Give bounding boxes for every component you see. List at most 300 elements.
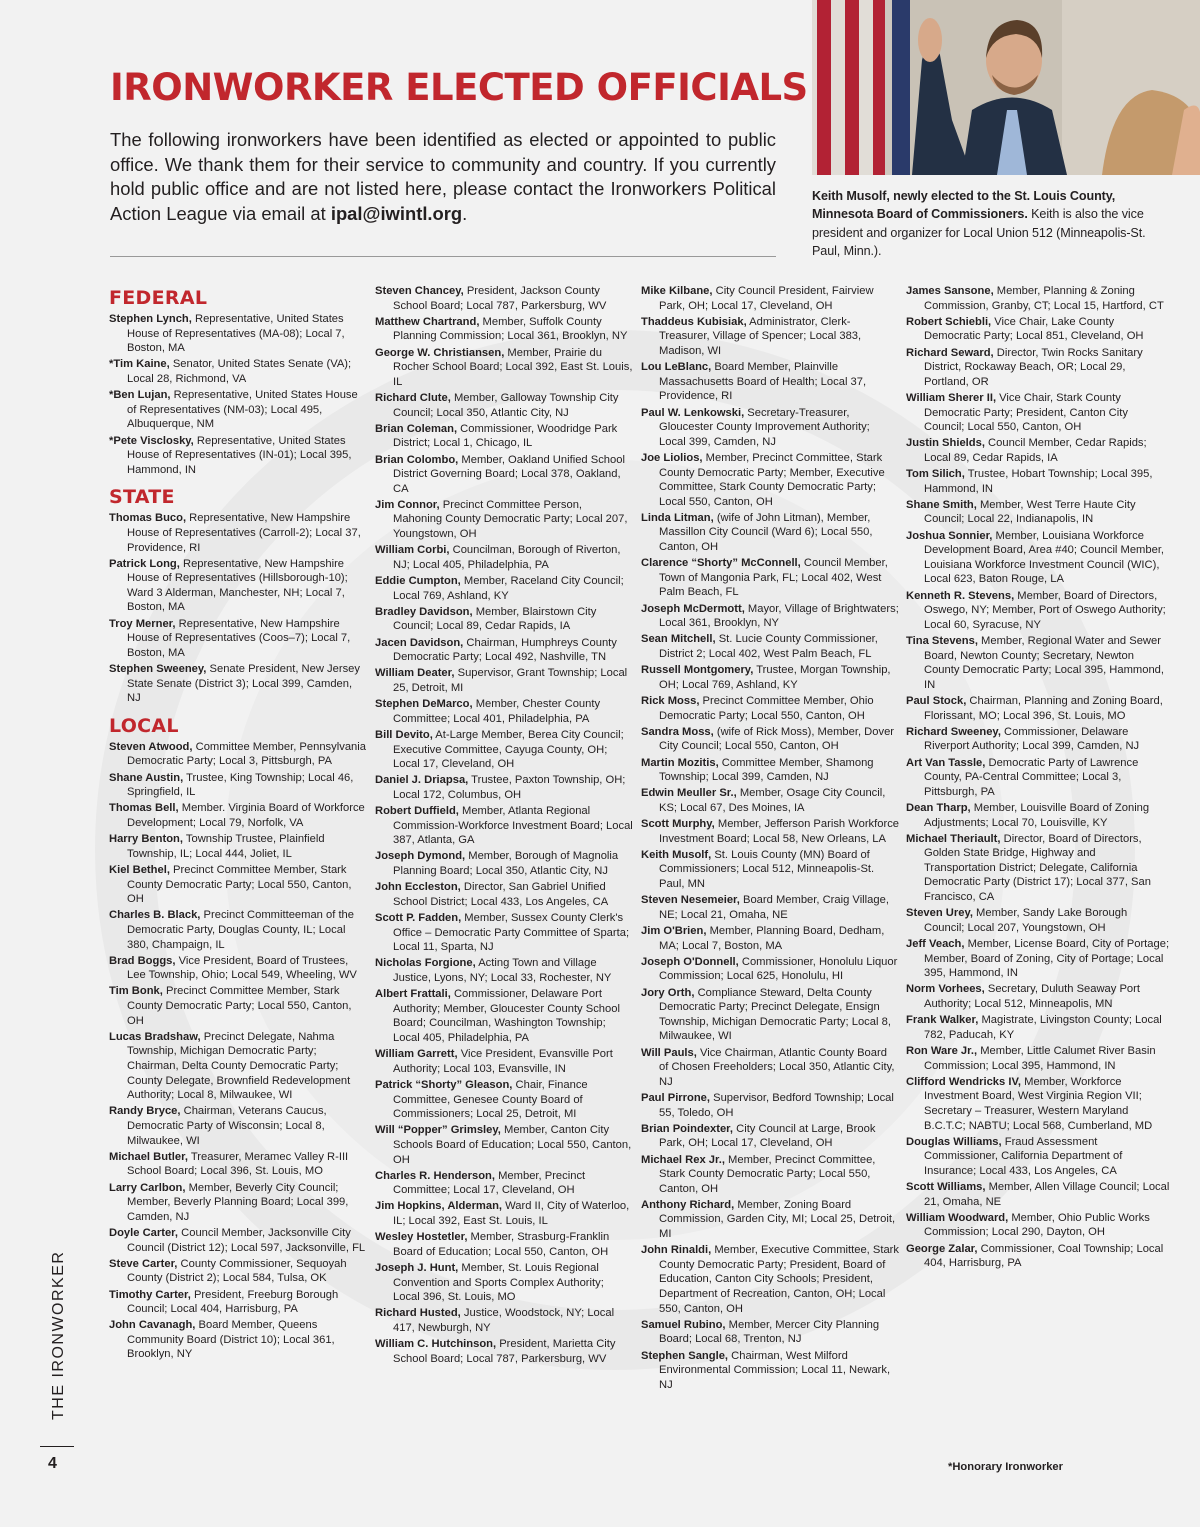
official-entry [641,1243,899,1316]
official-name: Frank Walker, [906,1014,979,1027]
official-name: Michael Rex Jr., [641,1153,725,1166]
official-office: Precinct Committeeman of the Democratic Party, Douglas County, IL; Local 380, Champaign, IL [127,909,354,951]
official-office: Member, Osage City Council, KS; Local 67, Des Moines, IA [659,787,886,814]
official-name: Norm Vorhees, [906,983,985,996]
official-office: Member, Louisiana Workforce Development Board, Area #40; Council Member, Louisiana Workforce Investment Council (WIC), Local 623, Baton Rouge, LA [924,529,1165,586]
official-entry [109,617,367,661]
official-entry [641,848,899,892]
official-office: Member, Zoning Board Commission, Garden City, MI; Local 25, Detroit, MI [659,1198,896,1241]
contact-email: ipal@iwintl.org [330,202,463,224]
official-entry [906,589,1170,633]
official-name: Jeff Veach, [906,938,965,951]
official-office: Representative, United States House of Representatives (IN-01); Local 395, Hammond, IN [127,434,352,476]
official-entry [375,1230,633,1259]
official-name: Charles B. Black, [109,909,201,922]
official-office: City Council President, Fairview Park, OH; Local 17, Cleveland, OH [659,285,874,312]
official-office: Trustee, Hobart Township; Local 395, Hammond, IN [924,468,1153,495]
official-office: Member, Regional Water and Sewer Board, Newton County; Secretary, Newton County Democratic Party; Local 395, Hammond, IN [924,635,1165,691]
official-name: Will Pauls, [641,1046,697,1059]
official-entry [906,725,1170,754]
official-office: Secretary, Duluth Seaway Port Authority; Local 512, Minneapolis, MN [924,983,1140,1010]
official-name: Scott P. Fadden, [375,912,462,925]
official-entry [641,315,899,359]
local-list-col4 [906,284,1170,1271]
official-entry [641,360,899,404]
official-name: Lucas Bradshaw, [109,1030,201,1043]
official-office: Director, San Gabriel Unified School District; Local 433, Los Angeles, CA [393,881,609,908]
official-entry [906,391,1170,435]
official-name: Mike Kilbane, [641,285,713,297]
official-office: Democratic Party of Lawrence County, PA-Central Committee; Local 3, Pittsburgh, PA [924,756,1139,798]
official-office: Member. Virginia Board of Workforce Development; Local 79, Norfolk, VA [127,802,365,829]
official-entry [109,740,367,769]
official-name: Joseph McDermott, [641,602,745,615]
intro-text: The following ironworkers have been identified as elected or appointed to public office. We thank them for their service to community and country. If you currently hold public office and are not listed here, please contact the Ironworkers Political Action League via email at [110,129,776,224]
official-entry [375,1337,633,1366]
official-name: Thomas Buco, [109,512,187,525]
official-entry [375,666,633,695]
official-entry [375,574,633,603]
official-entry [641,1198,899,1242]
official-name: Steve Carter, [109,1257,178,1270]
official-entry [641,817,899,846]
official-entry [641,786,899,815]
official-office: Precinct Committee Member, Stark County Democratic Party; Local 550, Canton, OH [127,985,352,1027]
official-entry [109,1257,367,1286]
official-name: Edwin Meuller Sr., [641,787,737,800]
official-name: Russell Montgomery, [641,664,754,677]
section-heading-local: LOCAL [109,714,179,737]
official-office: Member, Allen Village Council; Local 21, Omaha, NE [924,1181,1170,1208]
official-entry [641,451,899,509]
official-name: Scott Williams, [906,1181,986,1194]
official-office: Council Member, Cedar Rapids; Local 89, Cedar Rapids, IA [924,437,1147,464]
official-office: Acting Town and Village Justice, Lyons, NY; Local 33, Rochester, NY [393,957,612,984]
official-office: Treasurer, Meramec Valley R-III School Board; Local 396, St. Louis, MO [127,1150,349,1178]
official-name: Lou LeBlanc, [641,361,712,374]
official-office: Member, Chester County Committee; Local 401, Philadelphia, PA [393,698,601,725]
official-entry [375,391,633,420]
official-name: Brian Poindexter, [641,1122,734,1135]
official-entry [375,804,633,848]
page-title: IRONWORKER ELECTED OFFICIALS [110,66,808,109]
official-office: Trustee, King Township; Local 46, Springfield, IL [127,771,354,799]
official-office: Precinct Committee Person, Mahoning County Democratic Party; Local 207, Youngstown, OH [393,498,628,541]
official-office: Member, Atlanta Regional Commission-Workforce Investment Board; Local 387, Atlanta, GA [393,805,633,847]
official-office: Member, Prairie du Rocher School Board; Local 392, East St. Louis, IL [393,346,633,388]
official-name: Thaddeus Kubisiak, [641,315,747,328]
official-office: Representative, New Hampshire House of Representatives (Carroll-2); Local 37, Providence, RI [127,512,361,554]
intro-end: . [462,202,468,224]
caption-text: Keith is also the vice president and organizer for Local Union 512 (Minneapolis-St. Paul, Minn.). [812,207,1146,258]
official-name: Shane Austin, [109,771,184,784]
official-office: Member, Executive Committee, Stark County Democratic Party; President, Board of Education, Canton City Schools; President, Department of Recreation, Canton, OH; Local 550, Canton, OH [659,1244,899,1315]
official-office: Chair, Finance Committee, Genesee County Board of Commissioners; Local 25, Detroit, MI [393,1078,588,1121]
official-entry [906,1044,1170,1073]
official-name: Randy Bryce, [109,1105,181,1118]
official-office: Board Member, Craig Village, NE; Local 21, Omaha, NE [659,894,889,921]
official-office: Council Member, Town of Mangonia Park, FL; Local 402, West Palm Beach, FL [659,557,888,599]
official-office: Committee Member, Pennsylvania Democratic Party; Local 3, Pittsburgh, PA [127,740,366,768]
official-name: Larry Carlbon, [109,1181,186,1194]
official-office: Trustee, Morgan Township, OH; Local 769, Ashland, KY [659,664,891,691]
official-name: George W. Christiansen, [375,346,505,359]
official-office: Senate President, New Jersey State Senate (District 3); Local 399, Camden, NJ [127,663,360,705]
official-name: Anthony Richard, [641,1198,735,1211]
official-office: Member, Louisville Board of Zoning Adjustments; Local 70, Louisville, KY [924,801,1150,829]
official-entry [641,602,899,631]
official-office: Member, Workforce Investment Board, West Virginia Region VII; Secretary – Treasurer, Western Maryland B.C.T.C; NABTU; Local 568, Cumberland, MD [924,1075,1153,1132]
federal-list [109,312,367,477]
page-number: 4 [48,1455,57,1472]
official-name: Brian Colombo, [375,453,459,466]
official-entry [641,725,899,754]
official-entry [906,982,1170,1011]
official-name: Albert Frattali, [375,988,451,1001]
official-entry [906,1075,1170,1133]
official-office: County Commissioner, Sequoyah County (District 2); Local 584, Tulsa, OK [127,1257,347,1285]
official-name: Troy Merner, [109,617,176,630]
official-entry [375,880,633,909]
official-entry [109,434,367,478]
official-entry [641,1091,899,1120]
official-name: John Cavanagh, [109,1319,196,1332]
official-office: Member, Oakland Unified School District Governing Board; Local 378, Oakland, CA [393,453,625,495]
official-name: William Garrett, [375,1048,458,1061]
official-entry [109,1181,367,1225]
official-name: Scott Murphy, [641,818,715,831]
official-entry [906,1242,1170,1271]
official-office: Commissioner, Woodridge Park District; Local 1, Chicago, IL [393,422,618,450]
official-name: Kenneth R. Stevens, [906,589,1015,602]
official-office: Member, License Board, City of Portage; Member, Board of Zoning, City of Portage; Local 395, Hammond, IN [924,938,1170,980]
official-office: Administrator, Clerk-Treasurer, Village of Spencer; Local 383, Madison, WI [659,315,862,357]
official-name: Charles R. Henderson, [375,1169,495,1182]
column-2 [375,284,633,1368]
official-office: Member, Precinct Committee; Local 17, Cleveland, OH [393,1169,586,1197]
official-entry [109,1104,367,1148]
official-entry [906,315,1170,344]
official-name: Paul W. Lenkowski, [641,406,745,419]
official-name: William C. Hutchinson, [375,1338,497,1351]
official-name: Nicholas Forgione, [375,957,476,970]
official-entry [109,312,367,356]
official-office: Member, Ohio Public Works Commission; Local 290, Dayton, OH [924,1211,1150,1239]
official-entry [375,956,633,985]
official-entry [375,498,633,542]
official-entry [906,1180,1170,1209]
official-name: Tim Bonk, [109,985,163,998]
official-office: Fraud Assessment Commissioner, California Department of Insurance; Local 433, Los Angeles, CA [924,1135,1123,1177]
official-entry [375,697,633,726]
official-office: President, Marietta City School Board; Local 787, Parkersburg, WV [393,1338,616,1365]
column-1 [109,284,367,1364]
official-entry [641,511,899,555]
official-office: St. Louis County (MN) Board of Commissioners; Local 512, Minneapolis-St. Paul, MN [659,848,875,891]
official-office: Vice President, Board of Trustees, Lee Township, Ohio; Local 549, Wheeling, WV [127,954,357,982]
official-office: Chairman, Humphreys County Democratic Party; Local 492, Nashville, TN [393,636,617,664]
official-entry [906,937,1170,981]
official-name: William Woodward, [906,1211,1009,1224]
official-entry [375,911,633,955]
official-name: Tina Stevens, [906,635,978,647]
official-entry [641,1153,899,1197]
official-entry [375,605,633,634]
official-office: Council Member, Jacksonville City Council (District 12); Local 597, Jacksonville, FL [127,1226,366,1254]
official-entry [375,284,633,313]
official-entry [109,1288,367,1317]
official-name: Jim Connor, [375,498,440,511]
official-entry [109,954,367,983]
official-office: Senator, United States Senate (VA); Local 28, Richmond, VA [127,358,352,385]
official-entry [641,1046,899,1090]
caption-bold: Keith Musolf, newly elected to the St. Louis County, Minnesota Board of Commissioners. [812,189,1116,222]
official-entry [375,346,633,390]
official-office: Committee Member, Shamong Township; Local 399, Camden, NJ [659,756,874,784]
local-list-col3 [641,284,899,1392]
photo-illustration [812,0,1200,175]
official-office: Member, Borough of Magnolia Planning Board; Local 350, Atlantic City, NJ [393,850,619,878]
official-name: Tom Silich, [906,468,965,481]
official-entry [109,662,367,706]
official-office: Director, Twin Rocks Sanitary District, Rockaway Beach, OR; Local 29, Portland, OR [924,346,1143,388]
official-office: President, Freeburg Borough Council; Local 404, Harrisburg, PA [127,1288,339,1316]
official-entry [375,1199,633,1228]
official-office: Chairman, West Milford Environmental Commission; Local 11, Newark, NJ [659,1349,891,1391]
official-office: Member, Precinct Committee, Stark County Democratic Party; Member, Executive Committee, Stark County Democratic Party; Local 550, Canton, OH [659,451,885,508]
official-office: Member, Planning Board, Dedham, MA; Local 7, Boston, MA [659,925,885,952]
official-office: Member, Strasburg-Franklin Board of Education; Local 550, Canton, OH [393,1231,610,1258]
official-name: Bradley Davidson, [375,605,473,618]
official-name: Steven Chancey, [375,285,464,297]
official-name: Joseph O'Donnell, [641,955,739,968]
official-entry [375,1261,633,1305]
official-office: Compliance Steward, Delta County Democratic Party; Precinct Delegate, Ensign Township, Michigan Democratic Party; Local 8, Milwaukee, WI [659,986,891,1043]
official-name: John Eccleston, [375,881,461,894]
official-name: Doyle Carter, [109,1226,179,1239]
official-name: Will “Popper” Grimsley, [375,1124,501,1137]
official-office: Chairman, Planning and Zoning Board, Florissant, MO; Local 396, St. Louis, MO [924,694,1163,722]
official-office: Secretary-Treasurer, Gloucester County Improvement Authority; Local 399, Camden, NJ [659,406,870,448]
official-office: Vice Chair, Stark County Democratic Party; President, Canton City Council; Local 550, Canton, OH [924,391,1128,434]
header-divider [110,256,776,257]
official-entry [641,556,899,600]
official-entry [109,908,367,952]
official-entry [906,436,1170,465]
official-entry [375,773,633,802]
official-office: Member, Raceland City Council; Local 769, Ashland, KY [393,575,624,602]
official-office: Member, Blairstown City Council; Local 89, Cedar Rapids, IA [393,605,597,633]
official-name: Stephen Lynch, [109,313,192,325]
official-office: Member, Precinct Committee, Stark County Democratic Party; Local 550, Canton, OH [659,1153,876,1195]
official-entry [109,1030,367,1103]
official-office: Representative, United States House of Representatives (MA-08); Local 7, Boston, MA [127,313,345,355]
official-name: Patrick Long, [109,557,180,570]
official-name: Ron Ware Jr., [906,1044,978,1057]
official-entry [641,632,899,661]
official-office: Member, Canton City Schools Board of Education; Local 550, Canton, OH [393,1124,632,1166]
official-entry [906,756,1170,800]
official-name: Dean Tharp, [906,801,971,814]
official-office: Member, Galloway Township City Council; Local 350, Atlantic City, NJ [393,391,619,419]
official-entry [375,1078,633,1122]
official-name: Brian Coleman, [375,422,458,435]
official-office: Member, Jefferson Parish Workforce Investment Board; Local 58, New Orleans, LA [659,818,900,845]
official-name: Robert Duffield, [375,805,459,818]
official-name: *Pete Visclosky, [109,434,194,447]
official-entry [641,1122,899,1151]
official-office: Precinct Delegate, Nahma Township, Michigan Democratic Party; Chairman, Delta County Democratic Party; County Delegate, Brownfield Redevelopment Authority; Local 8, Milwaukee, WI [127,1030,351,1102]
official-name: Paul Stock, [906,694,967,707]
official-entry [375,453,633,497]
official-entry [109,771,367,800]
official-name: Steven Atwood, [109,740,193,753]
official-entry [906,1211,1170,1240]
official-office: Supervisor, Grant Township; Local 25, Detroit, MI [393,667,628,694]
official-office: (wife of Rick Moss), Member, Dover City Council; Local 550, Canton, OH [659,725,895,753]
official-entry [906,906,1170,935]
official-name: Michael Theriault, [906,832,1001,845]
official-office: Supervisor, Bedford Township; Local 55, Toledo, OH [659,1091,894,1119]
official-office: Member, Beverly City Council; Member, Beverly Planning Board; Local 399, Camden, NJ [127,1181,349,1223]
official-name: *Ben Lujan, [109,389,171,402]
official-office: Representative, United States House of Representatives (NM-03); Local 495, Albuquerque, NM [127,389,358,431]
column-4 [906,284,1170,1272]
swearing-in-photo [812,0,1200,175]
official-entry [641,986,899,1044]
official-office: Precinct Committee Member, Stark County Democratic Party; Local 550, Canton, OH [127,863,352,906]
official-office: Director, Board of Directors, Golden State Bridge, Highway and Transportation District; Delegate, California Democratic Party (District 17); Local 377, San Francisco, CA [924,832,1151,904]
official-office: At-Large Member, Berea City Council; Executive Committee, Cayuga County, OH; Local 17, Cleveland, OH [393,728,624,771]
official-office: Ward II, City of Waterloo, IL; Local 392, East St. Louis, IL [393,1200,630,1228]
official-name: Richard Husted, [375,1307,461,1320]
official-entry [375,543,633,572]
official-entry [641,1349,899,1393]
official-name: William Corbi, [375,544,450,557]
official-name: Douglas Williams, [906,1135,1002,1148]
official-entry [906,801,1170,830]
official-entry [641,406,899,450]
official-name: Matthew Chartrand, [375,315,480,328]
official-office: Member, Sussex County Clerk's Office – Democratic Party Committee of Sparta; Local 11, Sparta, NJ [393,912,630,954]
official-entry [375,1123,633,1167]
official-name: William Deater, [375,667,455,680]
official-name: Rick Moss, [641,694,700,707]
official-entry [109,1150,367,1179]
official-name: Sean Mitchell, [641,633,716,646]
official-entry [641,756,899,785]
official-entry [641,663,899,692]
official-entry [375,1306,633,1335]
official-office: Commissioner, Delaware Port Authority; Member, Gloucester County School Board; Councilman, Washington Township; Local 405, Philadelphia, PA [393,988,620,1044]
official-name: Wesley Hostetler, [375,1231,468,1244]
official-name: Stephen Sangle, [641,1349,729,1362]
official-name: Jim Hopkins, Alderman, [375,1200,503,1213]
official-entry [375,728,633,772]
official-entry [375,987,633,1045]
official-entry [906,634,1170,692]
official-name: Patrick “Shorty” Gleason, [375,1078,513,1091]
official-office: Board Member, Queens Community Board (District 10); Local 361, Brooklyn, NY [127,1319,335,1361]
official-name: *Tim Kaine, [109,358,170,371]
official-name: Daniel J. Driapsa, [375,774,469,787]
official-name: Bill Devito, [375,728,433,741]
official-office: Member, Mercer City Planning Board; Local 68, Trenton, NJ [659,1318,880,1346]
official-office: Member, Planning & Zoning Commission, Granby, CT; Local 15, Hartford, CT [924,285,1164,312]
official-name: Clifford Wendricks IV, [906,1075,1022,1088]
official-entry [906,346,1170,390]
official-office: Trustee, Paxton Township, OH; Local 172, Columbus, OH [393,774,626,801]
official-name: Robert Schiebli, [906,315,992,328]
official-name: Paul Pirrone, [641,1091,711,1104]
official-entry [375,422,633,451]
official-name: Harry Benton, [109,833,183,846]
official-name: Timothy Carter, [109,1288,191,1301]
official-office: Chairman, Veterans Caucus, Democratic Party of Wisconsin; Local 8, Milwaukee, WI [127,1105,327,1147]
official-office: Commissioner, Delaware Riverport Authority; Local 399, Camden, NJ [924,725,1140,753]
official-office: St. Lucie County Commissioner, District 2; Local 402, West Palm Beach, FL [659,633,878,660]
official-entry [109,1318,367,1362]
official-name: Samuel Rubino, [641,1318,726,1331]
official-office: Member, St. Louis Regional Convention and Sports Complex Authority; Local 396, St. Louis, MO [393,1262,604,1304]
official-entry [906,694,1170,723]
official-name: Linda Litman, [641,511,714,524]
official-office: Precinct Committee Member, Ohio Democratic Party; Local 550, Canton, OH [659,694,874,722]
official-office: Member, Sandy Lake Borough Council; Local 207, Youngstown, OH [924,907,1128,934]
official-name: Richard Clute, [375,391,451,404]
state-list [109,511,367,706]
official-office: Member, Suffolk County Planning Commission; Local 361, Brooklyn, NY [393,315,628,343]
official-office: Magistrate, Livingston County; Local 782, Paducah, KY [924,1014,1162,1041]
official-office: Member, Little Calumet River Basin Commission; Local 395, Hammond, IN [924,1044,1156,1072]
official-office: Vice Chairman, Atlantic County Board of Chosen Freeholders; Local 350, Atlantic City, NJ [659,1046,895,1088]
official-office: Board Member, Plainville Massachusetts Board of Health; Local 37, Providence, RI [659,361,867,403]
official-name: Justin Shields, [906,437,985,450]
official-name: Art Van Tassle, [906,756,986,769]
sidebar-divider [40,1446,74,1447]
official-entry [906,832,1170,905]
official-entry [641,955,899,984]
official-name: Joshua Sonnier, [906,529,993,542]
official-office: City Council at Large, Brook Park, OH; Local 17, Cleveland, OH [659,1122,876,1150]
official-entry [109,557,367,615]
official-name: Joseph J. Hunt, [375,1262,459,1275]
official-name: Joe Liolios, [641,451,703,464]
official-entry [109,984,367,1028]
official-name: Richard Seward, [906,346,994,359]
local-list-col1 [109,740,367,1362]
official-name: Michael Butler, [109,1150,188,1163]
official-name: Brad Boggs, [109,954,176,967]
official-name: Thomas Bell, [109,802,179,815]
official-office: Representative, New Hampshire House of Representatives (Coos–7); Local 7, Boston, MA [127,617,351,659]
official-entry [641,694,899,723]
official-name: James Sansone, [906,285,994,297]
official-entry [375,1169,633,1198]
official-entry [109,388,367,432]
column-3 [641,284,899,1394]
official-office: Councilman, Borough of Riverton, NJ; Local 405, Philadelphia, PA [393,544,621,571]
official-office: Mayor, Village of Brightwaters; Local 361, Brooklyn, NY [659,602,899,630]
official-office: Vice Chair, Lake County Democratic Party; Local 851, Cleveland, OH [924,315,1144,343]
official-entry [906,529,1170,587]
official-office: Commissioner, Honolulu Liquor Commission; Local 625, Honolulu, HI [659,955,898,983]
official-entry [109,801,367,830]
official-office: President, Jackson County School Board; Local 787, Parkersburg, WV [393,285,607,312]
official-name: Richard Sweeney, [906,725,1001,738]
official-entry [375,849,633,878]
official-entry [641,924,899,953]
